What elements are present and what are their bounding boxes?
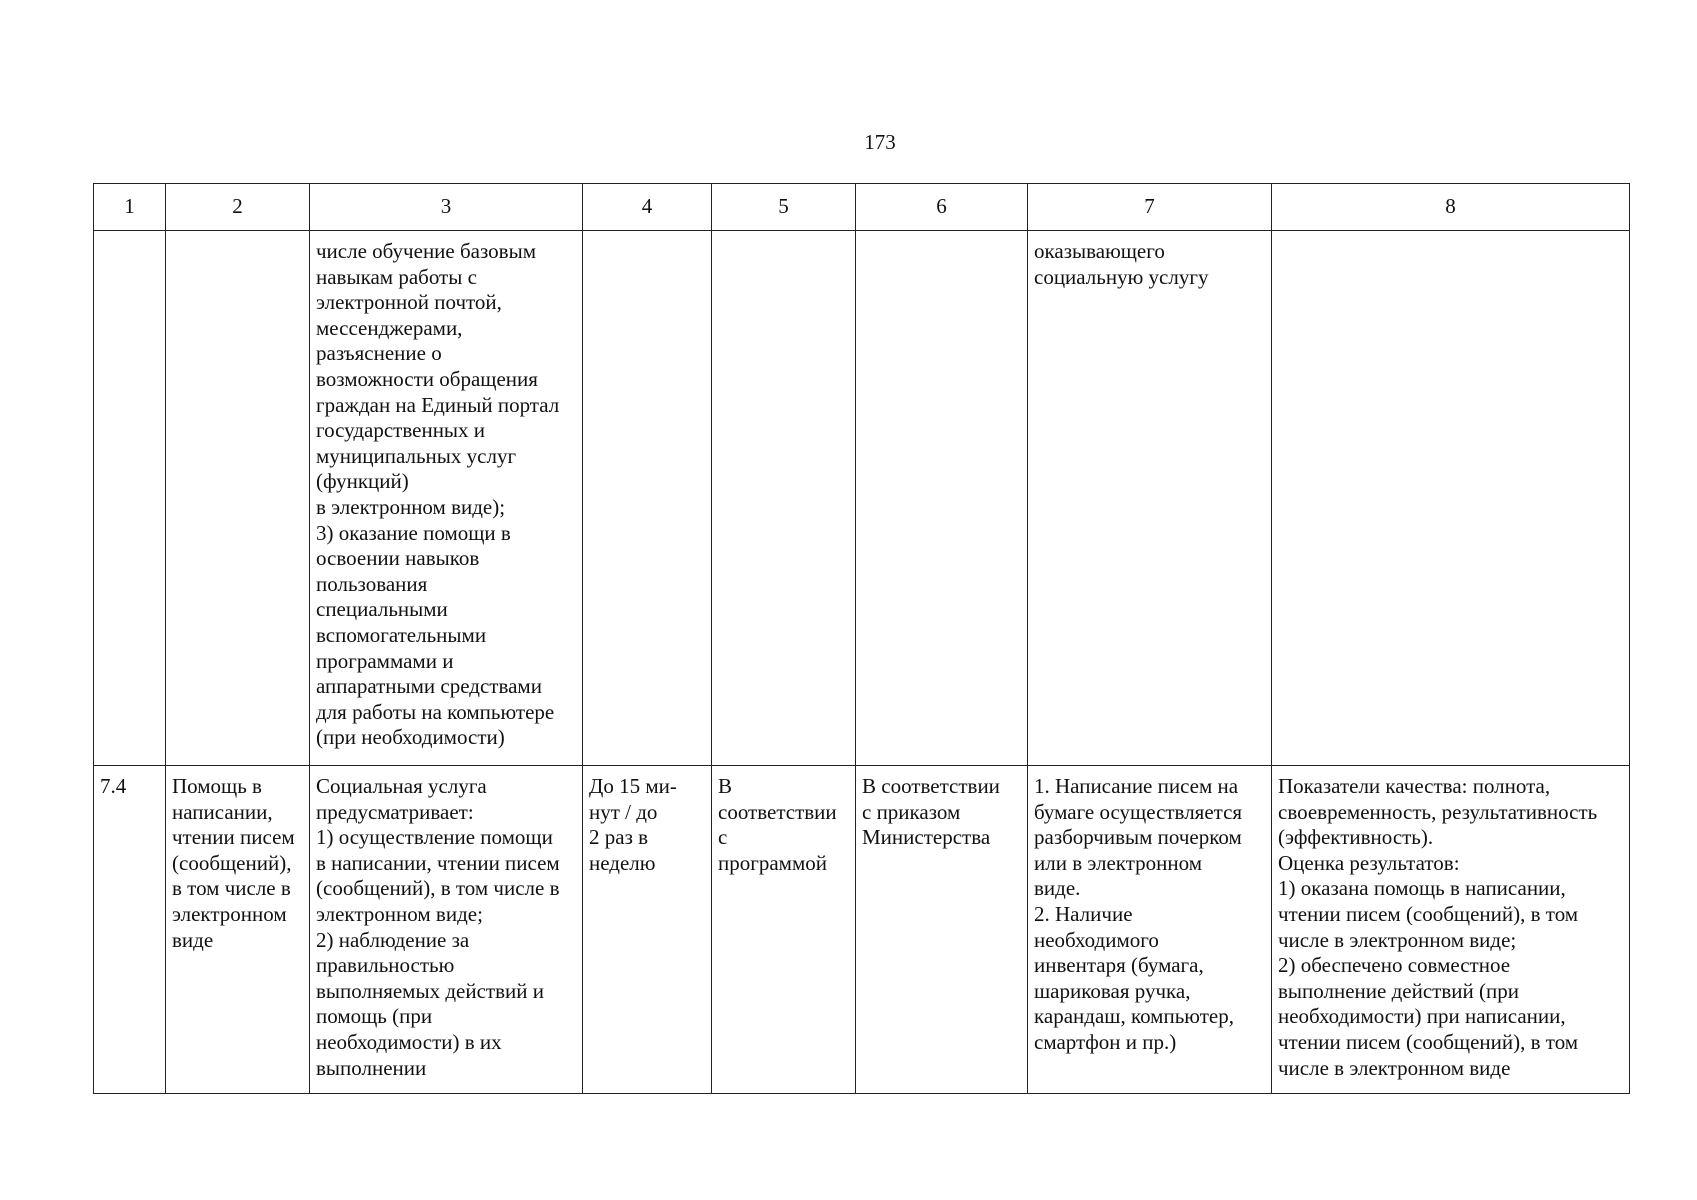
column-header-6: 6 <box>856 184 1028 231</box>
cell-quality-indicators: Показатели качества: полнота, своевременность, результативность (эффективность). Оценка результатов: 1) оказана помощь в написании, чтении писем (сообщений), в том числе в электронном виде; 2) обеспечено совместное выполнение действий (при необходимости) при написании, чтении писем (сообщений), в том числе в электронном виде <box>1272 766 1630 1094</box>
column-header-4: 4 <box>583 184 712 231</box>
cell-quality-indicators <box>1272 231 1630 766</box>
cell-service-name: Помощь в написании, чтении писем (сообщений), в том числе в электронном виде <box>166 766 310 1094</box>
cell-duration <box>583 231 712 766</box>
cell-service-name <box>166 231 310 766</box>
cell-service-description: Социальная услуга предусматривает: 1) осуществление помощи в написании, чтении писем (сообщений), в том числе в электронном виде; 2) наблюдение за правильностью выполняемых действий и помощь (при необходимости) в их выполнении <box>310 766 583 1094</box>
column-header-7: 7 <box>1028 184 1272 231</box>
column-header-2: 2 <box>166 184 310 231</box>
cell-norm: В соответствии с приказом Министерства <box>856 766 1028 1094</box>
table-row-7-4 <box>94 766 1630 1094</box>
column-number-row <box>94 184 1630 231</box>
cell-frequency: В соответствии с программой <box>712 766 856 1094</box>
cell-frequency <box>712 231 856 766</box>
cell-conditions: 1. Написание писем на бумаге осуществляется разборчивым почерком или в электронном виде. 2. Наличие необходимого инвентаря (бумага, шариковая ручка, карандаш, компьютер, смартфон и пр.) <box>1028 766 1272 1094</box>
cell-duration: До 15 ми- нут / до 2 раз в неделю <box>583 766 712 1094</box>
services-table <box>93 183 1630 1094</box>
page-number: 173 <box>864 130 896 154</box>
cell-norm <box>856 231 1028 766</box>
column-header-8: 8 <box>1272 184 1630 231</box>
cell-conditions: оказывающего социальную услугу <box>1028 231 1272 766</box>
cell-number <box>94 231 166 766</box>
column-header-1: 1 <box>94 184 166 231</box>
cell-number: 7.4 <box>94 766 166 1094</box>
table-row-continuation <box>94 231 1630 766</box>
cell-service-description: числе обучение базовым навыкам работы с электронной почтой, мессенджерами, разъяснение о возможности обращения граждан на Единый портал государственных и муниципальных услуг (функций) в электронном виде); 3) оказание помощи в освоении навыков пользования специальными вспомогательными программами и аппаратными средствами для работы на компьютере (при необходимости) <box>310 231 583 766</box>
column-header-3: 3 <box>310 184 583 231</box>
column-header-5: 5 <box>712 184 856 231</box>
